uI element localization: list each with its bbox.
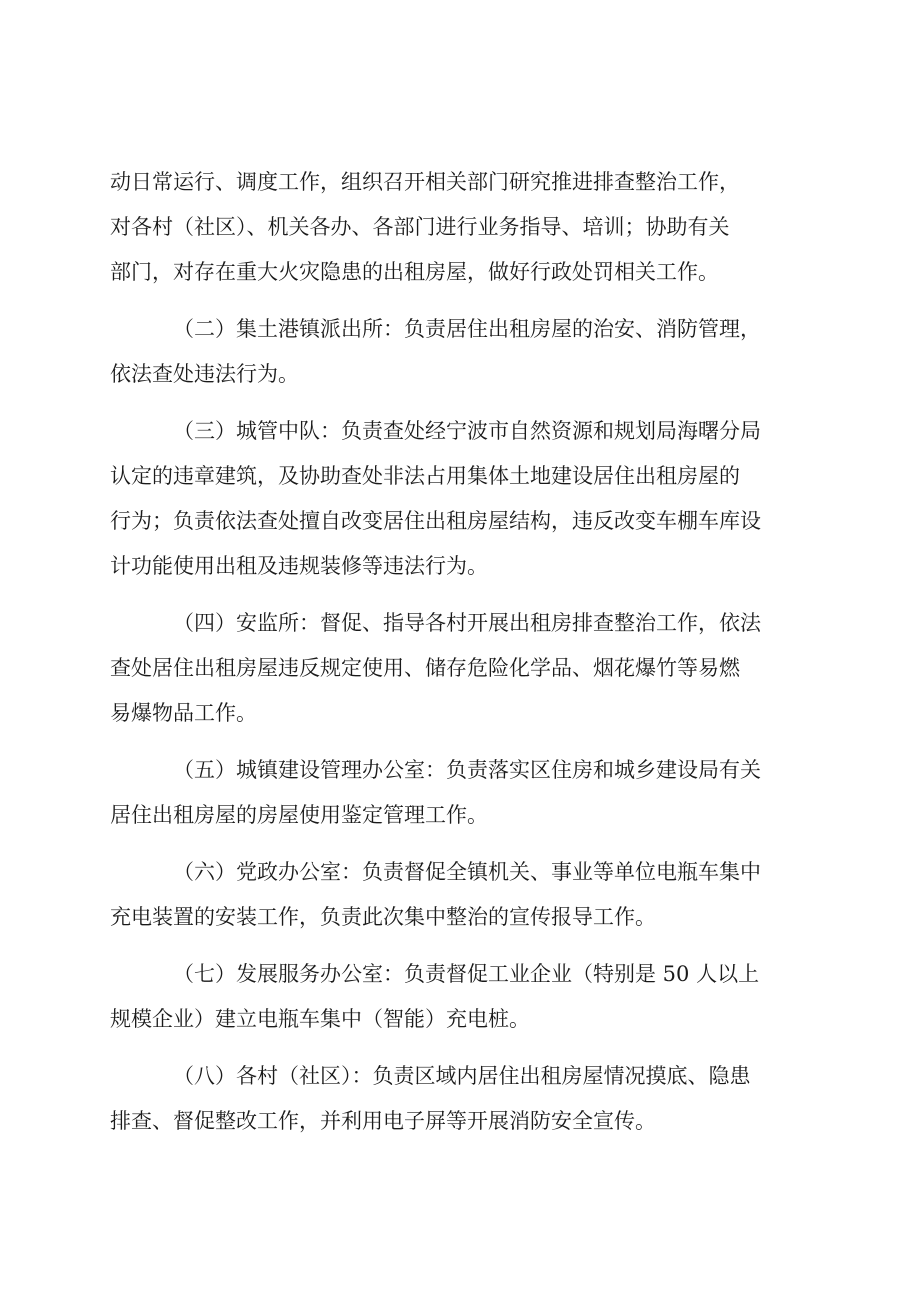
paragraph-item-6 (110, 850, 810, 940)
paragraph-intro-continuation (110, 160, 810, 295)
text-line: （六）党政办公室：负责督促全镇机关、事业等单位电瓶车集中 (173, 860, 761, 884)
text-line: 动日常运行、调度工作，组织召开相关部门研究推进排查整治工作， (110, 170, 740, 194)
paragraph-item-8 (110, 1054, 810, 1144)
text-line: 认定的违章建筑，及协助查处非法占用集体土地建设居住出租房屋的 (110, 464, 740, 488)
paragraph-item-7 (110, 952, 810, 1042)
text-line: （三）城管中队：负责查处经宁波市自然资源和规划局海曙分局 (173, 419, 761, 443)
paragraph-item-5 (110, 748, 810, 838)
text-line: （四）安监所：督促、指导各村开展出租房排查整治工作，依法 (173, 611, 761, 635)
text-line: 查处居住出租房屋违反规定使用、储存危险化学品、烟花爆竹等易燃 (110, 656, 740, 680)
text-line: 充电装置的安装工作，负责此次集中整治的宣传报导工作。 (110, 905, 656, 929)
paragraph-item-2 (110, 307, 810, 397)
text-line: 规模企业）建立电瓶车集中（智能）充电桩。 (110, 1007, 530, 1031)
text-line: 依法查处违法行为。 (110, 362, 299, 386)
text-line: 居住出租房屋的房屋使用鉴定管理工作。 (110, 803, 488, 827)
text-line: 行为；负责依法查处擅自改变居住出租房屋结构，违反改变车棚车库设 (110, 509, 761, 533)
paragraph-item-4 (110, 601, 810, 736)
text-line: （二）集土港镇派出所：负责居住出租房屋的治安、消防管理， (173, 317, 761, 341)
text-line: （八）各村（社区）：负责区域内居住出租房屋情况摸底、隐患 (173, 1064, 751, 1088)
text-line: 对各村（社区）、机关各办、各部门进行业务指导、培训；协助有关 (110, 215, 730, 239)
text-line: 计功能使用出租及违规装修等违法行为。 (110, 554, 488, 578)
document-body (110, 160, 810, 1156)
text-line: 部门，对存在重大火灾隐患的出租房屋，做好行政处罚相关工作。 (110, 260, 719, 284)
text-line: （五）城镇建设管理办公室：负责落实区住房和城乡建设局有关 (173, 758, 761, 782)
paragraph-item-3 (110, 409, 810, 589)
text-line: 易爆物品工作。 (110, 701, 257, 725)
text-line: 排查、督促整改工作，并利用电子屏等开展消防安全宣传。 (110, 1109, 656, 1133)
text-line: （七）发展服务办公室：负责督促工业企业（特别是 50 人以上 (173, 962, 760, 986)
